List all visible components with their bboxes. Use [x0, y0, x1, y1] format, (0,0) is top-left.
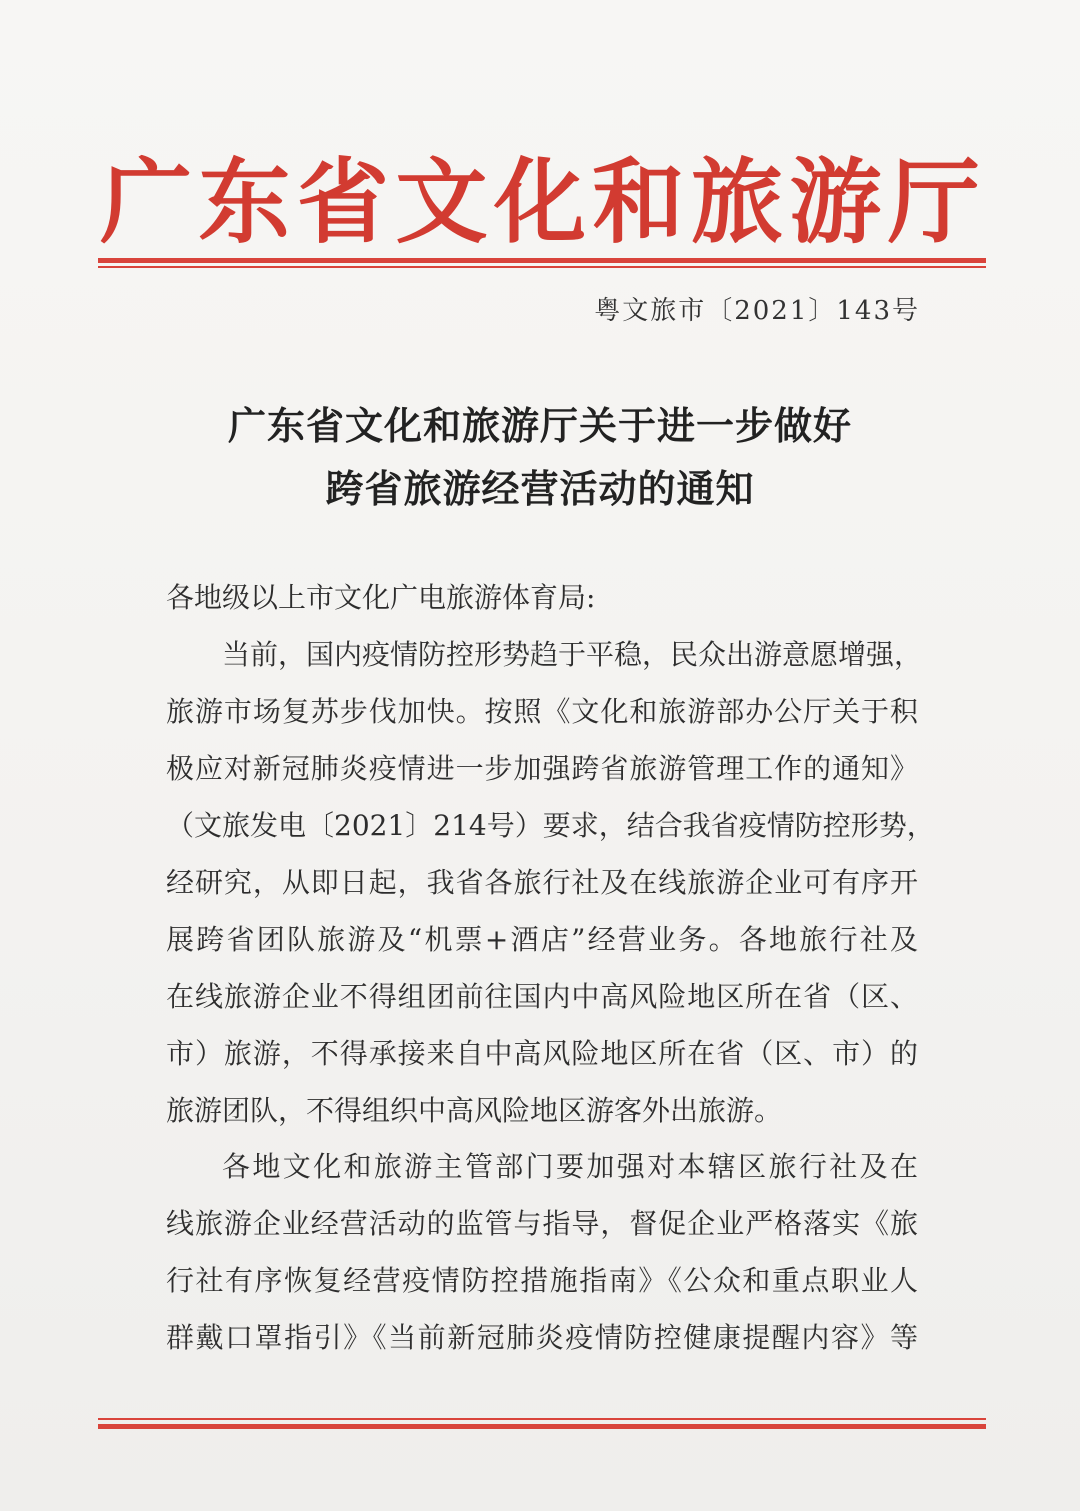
header-red-rule-thin	[98, 266, 986, 268]
document-number: 粤文旅市〔2021〕143号	[594, 296, 920, 326]
masthead-char: 省	[296, 148, 389, 256]
body-line: 旅游团队，不得组织中高风险地区游客外出旅游。	[166, 1094, 783, 1127]
masthead-char: 文	[395, 148, 488, 256]
agency-masthead	[100, 140, 980, 256]
body-line: 经研究，从即日起，我省各旅行社及在线旅游企业可有序开	[166, 866, 918, 899]
header-red-rule	[98, 258, 986, 263]
body-line: 当前，国内疫情防控形势趋于平稳，民众出游意愿增强，	[222, 638, 923, 671]
masthead-char: 和	[592, 148, 685, 256]
masthead-char: 厅	[887, 148, 980, 256]
masthead-char: 化	[493, 148, 586, 256]
body-line: 旅游市场复苏步伐加快。按照《文化和旅游部办公厅关于积	[166, 695, 918, 728]
body-line: （文旅发电〔2021〕214号）要求，结合我省疫情防控形势，	[166, 809, 935, 842]
footer-red-rule-thin	[98, 1418, 986, 1420]
footer-red-rule	[98, 1424, 986, 1429]
masthead-char: 广	[100, 148, 193, 256]
masthead-char: 旅	[690, 148, 783, 256]
body-line: 行社有序恢复经营疫情防控措施指南》《公众和重点职业人	[166, 1264, 918, 1297]
document-title-line1: 广东省文化和旅游厅关于进一步做好	[227, 403, 852, 448]
salutation: 各地级以上市文化广电旅游体育局:	[166, 581, 596, 614]
body-line: 群戴口罩指引》《当前新冠肺炎疫情防控健康提醒内容》等	[166, 1321, 918, 1354]
document-title-line2: 跨省旅游经营活动的通知	[325, 466, 755, 511]
masthead-char: 游	[789, 148, 882, 256]
body-line: 展跨省团队旅游及“机票+酒店”经营业务。各地旅行社及	[166, 923, 918, 956]
body-line: 极应对新冠肺炎疫情进一步加强跨省旅游管理工作的通知》	[166, 752, 918, 785]
masthead-char: 东	[198, 148, 291, 256]
body-line: 线旅游企业经营活动的监管与指导，督促企业严格落实《旅	[166, 1207, 918, 1240]
body-line: 在线旅游企业不得组团前往国内中高风险地区所在省（区、	[166, 980, 918, 1013]
body-line: 市）旅游，不得承接来自中高风险地区所在省（区、市）的	[166, 1037, 918, 1070]
body-line: 各地文化和旅游主管部门要加强对本辖区旅行社及在	[222, 1150, 918, 1183]
